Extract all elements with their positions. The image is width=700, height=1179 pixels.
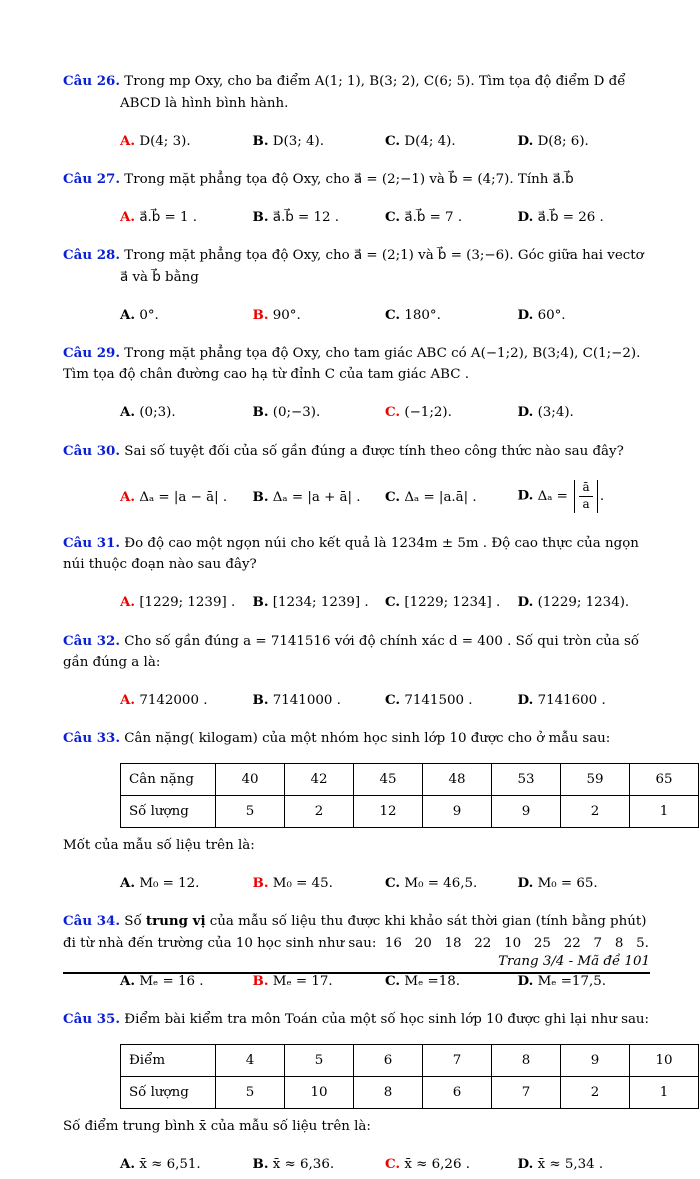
table-cell: 6 xyxy=(354,1044,423,1076)
option-text: D(4; 4). xyxy=(404,133,456,149)
option-d xyxy=(518,307,651,323)
option-letter: D. xyxy=(517,874,534,891)
option-b xyxy=(253,1156,386,1172)
table-cell: 6 xyxy=(423,1076,492,1108)
table-cell: 5 xyxy=(285,1044,354,1076)
question-label: Câu 31. xyxy=(63,534,121,551)
page-footer xyxy=(63,954,650,974)
option-letter: B. xyxy=(252,208,269,225)
table-cell: 12 xyxy=(354,796,423,828)
question-text xyxy=(63,1009,650,1030)
option-d xyxy=(518,404,651,420)
question-label: Câu 27. xyxy=(63,171,121,188)
option-text: a⃗.b⃗ = 12 . xyxy=(272,209,339,225)
option-text: D(8; 6). xyxy=(537,133,589,149)
table-cell: 10 xyxy=(285,1076,354,1108)
option-a xyxy=(120,133,253,149)
table-cell: 65 xyxy=(630,764,699,796)
option-text: (3;4). xyxy=(537,405,574,421)
question-text xyxy=(63,441,650,462)
option-letter: B. xyxy=(252,306,269,323)
option-text: Mₑ =18. xyxy=(404,973,461,989)
table-cell: 2 xyxy=(561,1076,630,1108)
question-body: Cân nặng( kilogam) của một nhóm học sinh lớp 10 được cho ở mẫu sau: xyxy=(124,731,611,747)
option-a xyxy=(120,1156,253,1172)
table-cell: 8 xyxy=(492,1044,561,1076)
option-letter: C. xyxy=(385,1155,401,1172)
option-text: x̄ ≈ 6,51. xyxy=(139,1156,201,1172)
option-a xyxy=(120,489,253,505)
question-body: Cho số gần đúng a = 7141516 với độ chính xác d = 400 . Số qui tròn của số gần đúng a là: xyxy=(63,633,640,671)
option-text: Mₑ = 17. xyxy=(272,973,333,989)
option-b xyxy=(253,209,386,225)
table-cell: Số lượng xyxy=(121,1076,216,1108)
option-letter: C. xyxy=(385,691,401,708)
table-cell: 1 xyxy=(630,1076,699,1108)
frequency-table xyxy=(120,763,699,828)
question-text xyxy=(63,245,650,288)
option-text: D(4; 3). xyxy=(139,133,191,149)
absolute-value-fraction xyxy=(574,480,598,512)
option-text: (0;−3). xyxy=(272,405,321,421)
option-letter: A. xyxy=(120,691,136,708)
footer-text: Trang 3/4 - Mã đề 101 xyxy=(498,954,650,969)
table-cell: 7 xyxy=(492,1076,561,1108)
option-letter: B. xyxy=(252,691,269,708)
option-text: M₀ = 12. xyxy=(139,875,200,891)
option-text: D(3; 4). xyxy=(272,133,324,149)
table-cell: 59 xyxy=(561,764,630,796)
abs-bar xyxy=(597,480,598,512)
option-text: Mₑ =17,5. xyxy=(537,973,607,989)
option-letter: B. xyxy=(252,972,269,989)
option-a xyxy=(120,875,253,891)
answer-options xyxy=(120,399,650,427)
option-a xyxy=(120,973,253,989)
question-body: Đo độ cao một ngọn núi cho kết quả là 1234m ± 5m . Độ cao thực của ngọn núi thuộc đoạn nào sau đây? xyxy=(63,535,639,573)
answer-options xyxy=(120,1151,650,1179)
question-31 xyxy=(63,533,650,617)
question-label: Câu 35. xyxy=(63,1011,121,1027)
option-d xyxy=(518,209,651,225)
emphasized-term: trung vị xyxy=(145,913,206,930)
option-b xyxy=(253,307,386,323)
option-c xyxy=(385,133,518,149)
option-letter: B. xyxy=(252,132,269,149)
table-cell: 45 xyxy=(354,764,423,796)
table-cell: 9 xyxy=(561,1044,630,1076)
question-32 xyxy=(63,631,650,715)
question-text xyxy=(63,728,650,749)
table-cell: 53 xyxy=(492,764,561,796)
table-cell: 48 xyxy=(423,764,492,796)
option-letter: D. xyxy=(517,306,534,323)
table-row xyxy=(121,1076,699,1108)
option-letter: C. xyxy=(385,208,401,225)
option-text: x̄ ≈ 5,34 . xyxy=(537,1156,604,1172)
option-text: Δₐ = |a + ā| . xyxy=(272,489,361,505)
option-text: [1234; 1239] . xyxy=(272,595,369,611)
option-letter: A. xyxy=(120,132,136,149)
question-body: Trong mp Oxy, cho ba điểm A(1; 1), B(3; 2), C(6; 5). Tìm tọa độ điểm D để ABCD là hình bình hành. xyxy=(120,74,626,111)
option-b xyxy=(253,133,386,149)
option-text: 90°. xyxy=(272,307,301,323)
option-letter: C. xyxy=(385,404,401,421)
table-cell: 1 xyxy=(630,796,699,828)
question-label: Câu 34. xyxy=(63,913,121,930)
option-text: a⃗.b⃗ = 1 . xyxy=(139,209,198,225)
option-text: 7141600 . xyxy=(537,692,606,708)
table-cell: 42 xyxy=(285,764,354,796)
option-a xyxy=(120,307,253,323)
option-text: 180°. xyxy=(404,307,441,323)
option-c xyxy=(385,875,518,891)
question-body: Trong mặt phẳng tọa độ Oxy, cho a⃗ = (2;−1) và b⃗ = (4;7). Tính a⃗.b⃗ xyxy=(124,172,574,188)
question-28 xyxy=(63,245,650,329)
answer-options xyxy=(120,589,650,617)
question-post-text: Mốt của mẫu số liệu trên là: xyxy=(63,838,255,854)
option-letter: D. xyxy=(517,404,534,421)
option-letter: A. xyxy=(120,488,136,505)
question-26 xyxy=(63,71,650,155)
option-letter: C. xyxy=(385,972,401,989)
option-letter: D. xyxy=(517,1155,534,1172)
option-b xyxy=(253,594,386,610)
option-letter: C. xyxy=(385,488,401,505)
question-29 xyxy=(63,343,650,427)
table-cell: Cân nặng xyxy=(121,764,216,796)
option-letter: D. xyxy=(517,132,534,149)
option-letter: D. xyxy=(517,594,534,611)
table-cell: 2 xyxy=(561,796,630,828)
answer-options xyxy=(120,128,650,156)
option-b xyxy=(253,692,386,708)
fraction xyxy=(575,480,596,512)
option-text: 0°. xyxy=(139,307,159,323)
question-text xyxy=(63,911,650,954)
option-d xyxy=(518,875,651,891)
question-text xyxy=(63,631,650,674)
option-text: 7141500 . xyxy=(404,692,473,708)
option-text: [1229; 1239] . xyxy=(139,595,236,611)
option-text: Δₐ = |a − ā| . xyxy=(139,489,228,505)
answer-options xyxy=(120,475,650,519)
answer-options xyxy=(120,302,650,330)
option-letter: A. xyxy=(120,306,136,323)
question-body: Điểm bài kiểm tra môn Toán của một số học sinh lớp 10 được ghi lại như sau: xyxy=(124,1012,650,1027)
table-cell: 8 xyxy=(354,1076,423,1108)
question-text xyxy=(63,533,650,576)
option-a xyxy=(120,594,253,610)
option-c xyxy=(385,973,518,989)
table-cell: 7 xyxy=(423,1044,492,1076)
option-letter: B. xyxy=(252,594,269,611)
option-letter: D. xyxy=(517,208,534,225)
table-cell: 10 xyxy=(630,1044,699,1076)
option-letter: A. xyxy=(120,972,136,989)
option-letter: C. xyxy=(385,874,401,891)
option-a xyxy=(120,209,253,225)
option-letter: A. xyxy=(120,404,136,421)
option-letter: C. xyxy=(385,306,401,323)
option-b xyxy=(253,489,386,505)
option-text: 7142000 . xyxy=(139,692,208,708)
option-a xyxy=(120,404,253,420)
question-33 xyxy=(63,728,673,898)
option-c xyxy=(385,404,518,420)
option-c xyxy=(385,209,518,225)
table-cell: Điểm xyxy=(121,1044,216,1076)
option-letter: A. xyxy=(120,594,136,611)
question-label: Câu 29. xyxy=(63,344,121,361)
option-letter: C. xyxy=(385,132,401,149)
question-body: Số trung vị của mẫu số liệu thu được khi khảo sát thời gian (tính bằng phút) đi từ nhà đến trường của 10 học sinh như sau: 16 20 18 22 10 25 22 7 8 5. xyxy=(63,913,649,951)
table-cell: 4 xyxy=(216,1044,285,1076)
table-cell: 9 xyxy=(423,796,492,828)
question-text xyxy=(63,169,650,190)
option-letter: C. xyxy=(385,594,401,611)
table-cell: 5 xyxy=(216,1076,285,1108)
table-cell: 5 xyxy=(216,796,285,828)
option-d xyxy=(518,1156,651,1172)
question-post-text: Số điểm trung bình x̄ của mẫu số liệu trên là: xyxy=(63,1118,371,1134)
option-a xyxy=(120,692,253,708)
question-label: Câu 28. xyxy=(63,247,121,264)
option-letter: B. xyxy=(252,874,269,891)
question-35 xyxy=(63,1009,673,1179)
table-row xyxy=(121,796,699,828)
option-c xyxy=(385,307,518,323)
option-text: Δₐ = |a.ā| . xyxy=(404,489,477,505)
option-b xyxy=(253,404,386,420)
option-d xyxy=(518,594,651,610)
option-letter: B. xyxy=(252,1155,269,1172)
option-b xyxy=(253,875,386,891)
fraction-denominator: a xyxy=(582,497,590,511)
answer-options xyxy=(120,204,650,232)
question-text xyxy=(63,343,650,386)
option-text: (−1;2). xyxy=(404,405,452,421)
option-c xyxy=(385,489,518,505)
option-letter: D. xyxy=(517,488,534,504)
option-text: (1229; 1234). xyxy=(537,595,630,611)
question-30 xyxy=(63,441,650,520)
option-text: 60°. xyxy=(537,307,566,323)
question-body: Trong mặt phẳng tọa độ Oxy, cho tam giác ABC có A(−1;2), B(3;4), C(1;−2). Tìm tọa độ chân đường cao hạ từ đỉnh C của tam giác ABC . xyxy=(63,345,641,383)
table-row xyxy=(121,764,699,796)
option-text: Mₑ = 16 . xyxy=(139,973,204,989)
option-text: x̄ ≈ 6,26 . xyxy=(404,1156,470,1172)
table-cell: 2 xyxy=(285,796,354,828)
option-letter: D. xyxy=(517,972,534,989)
question-label: Câu 32. xyxy=(63,632,121,649)
table-cell: 40 xyxy=(216,764,285,796)
table-row xyxy=(121,1044,699,1076)
option-letter: D. xyxy=(517,691,534,708)
option-d xyxy=(518,692,651,708)
option-c xyxy=(385,1156,518,1172)
option-text: M₀ = 65. xyxy=(537,875,598,891)
option-text: a⃗.b⃗ = 26 . xyxy=(537,209,604,225)
answer-options xyxy=(120,687,650,715)
table-cell: Số lượng xyxy=(121,796,216,828)
formula-suffix: . xyxy=(599,489,605,504)
question-label: Câu 30. xyxy=(63,442,121,459)
option-text: (0;3). xyxy=(139,405,176,421)
table-cell: 9 xyxy=(492,796,561,828)
formula-prefix: Δₐ = xyxy=(537,489,573,504)
option-c xyxy=(385,692,518,708)
option-d xyxy=(518,973,651,989)
option-text: x̄ ≈ 6,36. xyxy=(272,1156,335,1172)
question-27 xyxy=(63,169,650,232)
frequency-table xyxy=(120,1044,699,1109)
option-letter: B. xyxy=(252,488,269,505)
option-c xyxy=(385,594,518,610)
option-text: M₀ = 45. xyxy=(272,875,333,891)
option-b xyxy=(253,973,386,989)
question-text xyxy=(63,71,650,114)
option-d xyxy=(518,480,651,512)
question-label: Câu 26. xyxy=(63,73,121,90)
question-body: Trong mặt phẳng tọa độ Oxy, cho a⃗ = (2;1) và b⃗ = (3;−6). Góc giữa hai vectơ a⃗ và b⃗ bằng xyxy=(120,248,644,285)
option-letter: A. xyxy=(120,874,136,891)
option-letter: B. xyxy=(252,404,269,421)
option-text xyxy=(537,480,605,511)
option-text: [1229; 1234] . xyxy=(404,595,501,611)
option-text: 7141000 . xyxy=(272,692,341,708)
option-text: a⃗.b⃗ = 7 . xyxy=(404,209,463,225)
question-label: Câu 33. xyxy=(63,730,121,747)
question-body: Sai số tuyệt đối của số gần đúng a được tính theo công thức nào sau đây? xyxy=(124,443,624,459)
fraction-numerator: ā xyxy=(579,480,592,497)
option-d xyxy=(518,133,651,149)
option-text: M₀ = 46,5. xyxy=(404,875,478,891)
answer-options xyxy=(120,870,650,898)
option-letter: A. xyxy=(120,1155,136,1172)
option-letter: A. xyxy=(120,208,136,225)
